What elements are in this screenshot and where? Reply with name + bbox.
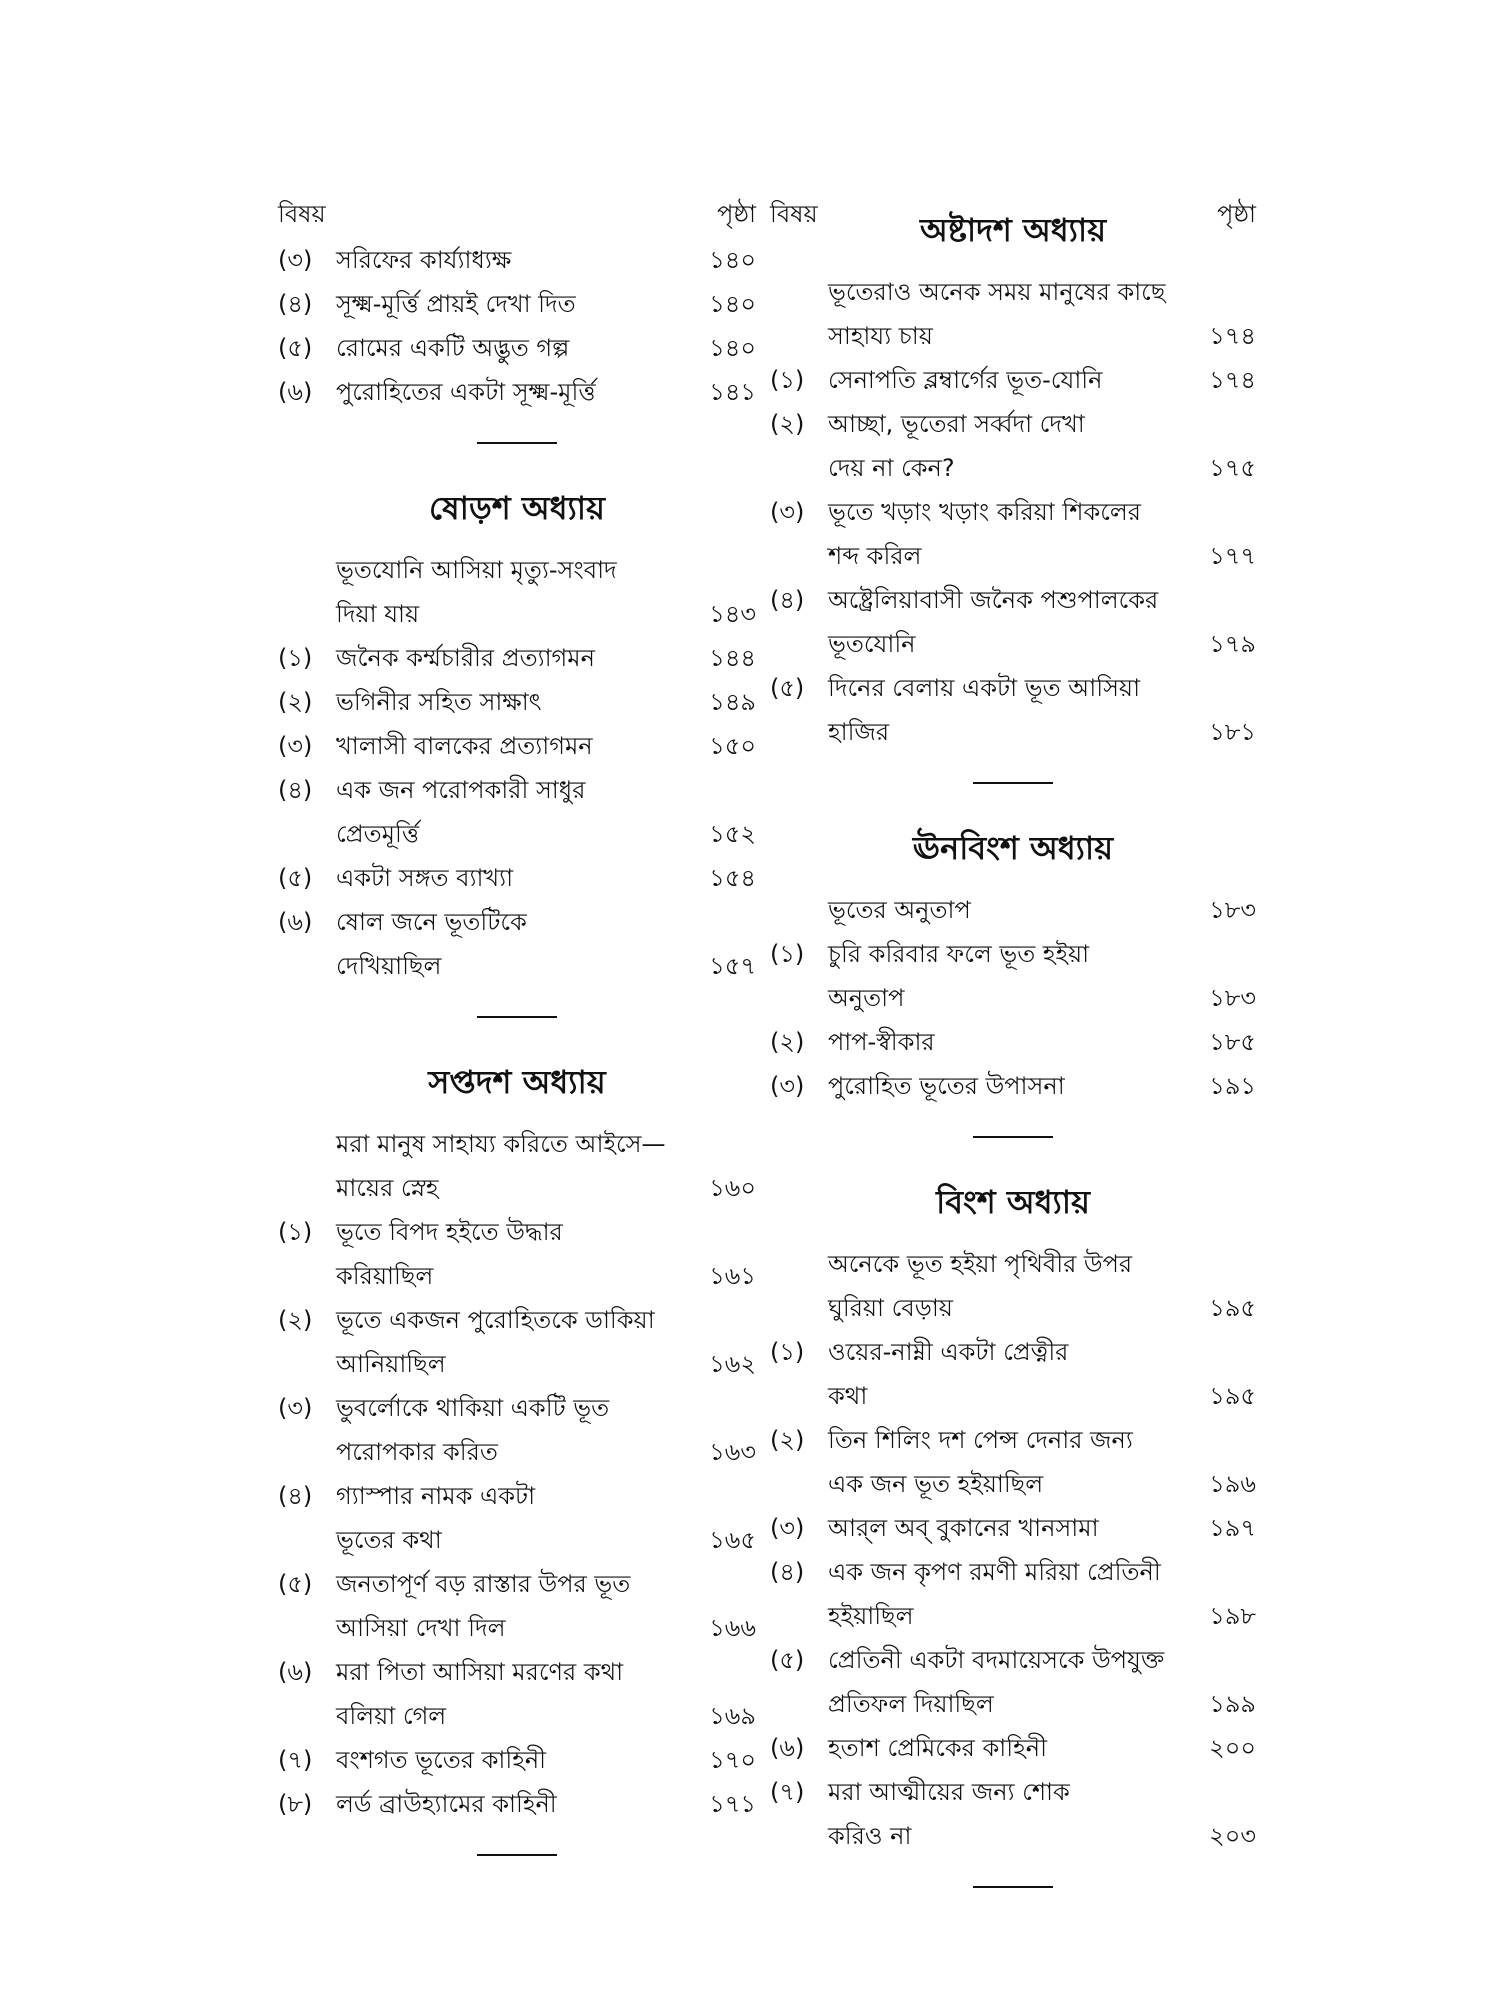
entry-page: ১৪১ xyxy=(709,378,756,406)
chapter-intro xyxy=(278,1122,756,1166)
entry-page: ১৬১ xyxy=(709,1262,756,1290)
entry-page: ১৯৯ xyxy=(1209,1690,1256,1718)
toc-entry xyxy=(770,1506,1256,1550)
toc-entry xyxy=(278,856,756,900)
intro-text-cont: ঘুরিয়া বেড়ায় xyxy=(828,1294,953,1322)
toc-entry xyxy=(770,1330,1256,1374)
entry-title: ওয়ের-নাম্নী একটা প্রেত্নীর xyxy=(828,1338,1069,1366)
entry-title: সেনাপতি ব্লম্বার্গের ভূত-যোনি xyxy=(828,366,1103,394)
entry-title: এক জন পরোপকারী সাধুর xyxy=(336,776,586,804)
toc-entry xyxy=(278,1474,756,1518)
entry-page: ১৭০ xyxy=(709,1746,756,1774)
toc-entry-continuation xyxy=(278,1430,756,1474)
entry-title: মরা আত্মীয়ের জন্য শোক xyxy=(828,1778,1070,1806)
entry-number: (২) xyxy=(770,1028,805,1056)
entry-number: (৩) xyxy=(770,1072,805,1100)
entry-title: সূক্ষ্ম-মূর্ত্তি প্রায়ই দেখা দিত xyxy=(336,290,576,318)
page-header: পৃষ্ঠা xyxy=(1217,200,1256,228)
entry-number: (৩) xyxy=(770,498,805,526)
entry-title-cont: কথা xyxy=(828,1382,868,1410)
entry-title-cont: শব্দ করিল xyxy=(828,542,922,570)
chapter-title: বিংশ অধ্যায় xyxy=(936,1183,1090,1221)
toc-entry-continuation xyxy=(278,1518,756,1562)
chapter-intro xyxy=(278,548,756,592)
left-column xyxy=(278,190,756,1880)
toc-entry xyxy=(770,1418,1256,1462)
entry-number: (১) xyxy=(278,644,313,672)
toc-entry xyxy=(770,1064,1256,1108)
entry-page: ১৫৭ xyxy=(709,952,756,980)
toc-entry-continuation xyxy=(770,1682,1256,1726)
entry-number: (৬) xyxy=(278,1658,313,1686)
entry-title-cont: প্রতিফল দিয়াছিল xyxy=(828,1690,994,1718)
entry-title: লর্ড ব্রাউহ্যামের কাহিনী xyxy=(336,1790,557,1818)
entry-title: মরা পিতা আসিয়া মরণের কথা xyxy=(336,1658,624,1686)
chapter-intro-cont xyxy=(278,1166,756,1210)
entry-page: ১৯৫ xyxy=(1209,1382,1256,1410)
toc-entry-continuation xyxy=(278,1694,756,1738)
entry-number: (৭) xyxy=(770,1778,805,1806)
toc-entry xyxy=(770,402,1256,446)
entry-number: (৫) xyxy=(770,1646,805,1674)
toc-entry-continuation xyxy=(770,1374,1256,1418)
section-divider xyxy=(973,1136,1053,1138)
toc-entry-continuation xyxy=(770,1594,1256,1638)
intro-text: অনেকে ভূত হইয়া পৃথিবীর উপর xyxy=(828,1250,1133,1278)
toc-entry-continuation xyxy=(278,1606,756,1650)
entry-title-cont: ভূতের কথা xyxy=(336,1526,442,1554)
toc-entry xyxy=(770,1638,1256,1682)
entry-title: ভূতে একজন পুরোহিতকে ডাকিয়া xyxy=(336,1306,655,1334)
chapter-intro xyxy=(770,270,1256,314)
chapter-title: ঊনবিংশ অধ্যায় xyxy=(912,829,1114,867)
entry-number: (৪) xyxy=(278,290,313,318)
intro-text-cont: মায়ের স্নেহ xyxy=(336,1174,439,1202)
entry-number: (৩) xyxy=(278,246,313,274)
entry-title: একটা সঙ্গত ব্যাখ্যা xyxy=(336,864,514,892)
entry-title: প্রেতিনী একটা বদমায়েসকে উপযুক্ত xyxy=(828,1646,1165,1674)
entry-page: ১৬৯ xyxy=(709,1702,756,1730)
section-divider xyxy=(477,1016,557,1018)
toc-entry xyxy=(770,1550,1256,1594)
entry-number: (৪) xyxy=(278,776,313,804)
toc-entry xyxy=(278,680,756,724)
right-column xyxy=(770,190,1256,1912)
entry-page: ১৫০ xyxy=(709,732,756,760)
entry-number: (৩) xyxy=(278,1394,313,1422)
entry-page: ১৭৭ xyxy=(1209,542,1256,570)
toc-entry xyxy=(770,932,1256,976)
toc-entry xyxy=(278,370,756,414)
section-divider xyxy=(477,442,557,444)
entry-number: (৩) xyxy=(278,732,313,760)
entry-number: (১) xyxy=(770,940,805,968)
entry-page: ১৭৯ xyxy=(1209,630,1256,658)
entry-number: (৭) xyxy=(278,1746,313,1774)
entry-number: (৪) xyxy=(770,586,805,614)
chapter-title: অষ্টাদশ অধ্যায় xyxy=(919,211,1107,249)
entry-title: আর্‌ল অব্‌ বুকানের খানসামা xyxy=(828,1514,1099,1542)
entry-title: খালাসী বালকের প্রত্যাগমন xyxy=(336,732,593,760)
toc-entry xyxy=(278,1738,756,1782)
entry-number: (৫) xyxy=(278,1570,313,1598)
entry-number: (৬) xyxy=(278,378,313,406)
entry-title: অষ্ট্রেলিয়াবাসী জনৈক পশুপালকের xyxy=(828,586,1159,614)
toc-entry-continuation xyxy=(278,812,756,856)
entry-number: (৮) xyxy=(278,1790,313,1818)
entry-title: বংশগত ভূতের কাহিনী xyxy=(336,1746,547,1774)
toc-entry xyxy=(770,1770,1256,1814)
entry-title: এক জন কৃপণ রমণী মরিয়া প্রেতিনী xyxy=(828,1558,1161,1586)
chapter-intro xyxy=(770,1242,1256,1286)
toc-entry-continuation xyxy=(278,1254,756,1298)
toc-entry xyxy=(278,1210,756,1254)
chapter-title: ষোড়শ অধ্যায় xyxy=(429,489,605,527)
entry-page: ১৮৫ xyxy=(1209,1028,1256,1056)
entry-number: (৬) xyxy=(770,1734,805,1762)
toc-entry-continuation xyxy=(770,710,1256,754)
entry-title-cont: পরোপকার করিত xyxy=(336,1438,498,1466)
entry-number: (৫) xyxy=(278,334,313,362)
entry-title-cont: হইয়াছিল xyxy=(828,1602,914,1630)
entry-title: আচ্ছা, ভূতেরা সর্ব্বদা দেখা xyxy=(828,410,1085,438)
entry-title: ভগিনীর সহিত সাক্ষাৎ xyxy=(336,688,542,716)
toc-entry xyxy=(770,1020,1256,1064)
entry-page: ১৪৪ xyxy=(709,644,756,672)
section-divider xyxy=(973,1886,1053,1888)
entry-title: ভূতে খড়াং খড়াং করিয়া শিকলের xyxy=(828,498,1141,526)
entry-title-cont: আসিয়া দেখা দিল xyxy=(336,1614,506,1642)
chapter-intro-cont xyxy=(770,314,1256,358)
subject-header: বিষয় xyxy=(278,200,326,228)
intro-text-cont: সাহায্য চায় xyxy=(828,322,933,350)
intro-page: ১৯৫ xyxy=(1209,1294,1256,1322)
toc-entry xyxy=(278,1298,756,1342)
entry-title: জনৈক কর্ম্মচারীর প্রত্যাগমন xyxy=(336,644,595,672)
toc-entry-continuation xyxy=(278,944,756,988)
entry-page: ১৮১ xyxy=(1209,718,1256,746)
toc-entry xyxy=(278,900,756,944)
entry-title-cont: অনুতাপ xyxy=(828,984,905,1012)
entry-page: ১৬৩ xyxy=(709,1438,756,1466)
entry-page: ১৪০ xyxy=(709,246,756,274)
entry-number: (২) xyxy=(278,1306,313,1334)
toc-entry xyxy=(278,326,756,370)
entry-title: চুরি করিবার ফলে ভূত হইয়া xyxy=(828,940,1090,968)
toc-entry-continuation xyxy=(770,534,1256,578)
toc-entry-continuation xyxy=(770,622,1256,666)
entry-number: (৩) xyxy=(770,1514,805,1542)
entry-number: (৫) xyxy=(770,674,805,702)
entry-number: (৫) xyxy=(278,864,313,892)
entry-title: পাপ-স্বীকার xyxy=(828,1028,935,1056)
entry-number: (১) xyxy=(770,366,805,394)
entry-number: (২) xyxy=(770,1426,805,1454)
toc-entry-continuation xyxy=(770,1462,1256,1506)
toc-entry xyxy=(278,1562,756,1606)
intro-page: ১৭৪ xyxy=(1209,322,1256,350)
entry-number: (২) xyxy=(770,410,805,438)
entry-title-cont: করিয়াছিল xyxy=(336,1262,434,1290)
entry-title: পুরোহিত ভূতের উপাসনা xyxy=(828,1072,1065,1100)
intro-page: ১৪৩ xyxy=(709,600,756,628)
entry-page: ১৫৪ xyxy=(709,864,756,892)
toc-entry xyxy=(770,578,1256,622)
entry-title: দিনের বেলায় একটা ভূত আসিয়া xyxy=(828,674,1141,702)
subject-header: বিষয় xyxy=(770,200,818,228)
intro-text: ভূতযোনি আসিয়া মৃত্যু-সংবাদ xyxy=(336,556,617,584)
entry-title-cont: প্রেতমূর্ত্তি xyxy=(336,820,420,848)
intro-text: ভূতেরাও অনেক সময় মানুষের কাছে xyxy=(828,278,1166,306)
entry-page: ১৭৫ xyxy=(1209,454,1256,482)
entry-title-cont: এক জন ভূত হইয়াছিল xyxy=(828,1470,1044,1498)
entry-page: ১৯৭ xyxy=(1209,1514,1256,1542)
entry-page: ১৪০ xyxy=(709,334,756,362)
entry-page: ১৭১ xyxy=(709,1790,756,1818)
entry-number: (২) xyxy=(278,688,313,716)
entry-title: রোমের একটি অদ্ভুত গল্প xyxy=(336,334,570,362)
entry-page: ২০০ xyxy=(1209,1734,1256,1762)
toc-entry xyxy=(278,1386,756,1430)
entry-page: ১৫২ xyxy=(709,820,756,848)
entry-page: ১৯৬ xyxy=(1209,1470,1256,1498)
entry-title: পুরোহিতের একটা সূক্ষ্ম-মূর্ত্তি xyxy=(336,378,596,406)
entry-title: তিন শিলিং দশ পেন্স দেনার জন্য xyxy=(828,1426,1133,1454)
page-header: পৃষ্ঠা xyxy=(717,200,756,228)
toc-entry xyxy=(770,490,1256,534)
entry-page: ১৯৮ xyxy=(1209,1602,1256,1630)
entry-title-cont: বলিয়া গেল xyxy=(336,1702,447,1730)
column-header xyxy=(278,190,756,238)
chapter-intro-cont xyxy=(770,1286,1256,1330)
toc-entry xyxy=(770,666,1256,710)
entry-page: ১৬৬ xyxy=(709,1614,756,1642)
entry-number: (৪) xyxy=(278,1482,313,1510)
toc-entry xyxy=(278,282,756,326)
chapter-intro-cont xyxy=(278,592,756,636)
entry-title-cont: ভূতযোনি xyxy=(828,630,916,658)
entry-number: (১) xyxy=(278,1218,313,1246)
entry-number: (৪) xyxy=(770,1558,805,1586)
entry-title: ভূতে বিপদ হইতে উদ্ধার xyxy=(336,1218,563,1246)
entry-title: ষোল জনে ভূতটিকে xyxy=(336,908,527,936)
toc-entry xyxy=(278,724,756,768)
entry-number: (১) xyxy=(770,1338,805,1366)
section-divider xyxy=(973,782,1053,784)
entry-page: ১৬৫ xyxy=(709,1526,756,1554)
entry-title-cont: দেয় না কেন? xyxy=(828,454,955,482)
entry-title: হতাশ প্রেমিকের কাহিনী xyxy=(828,1734,1047,1762)
entry-title-cont: আনিয়াছিল xyxy=(336,1350,446,1378)
entry-title: জনতাপূর্ণ বড় রাস্তার উপর ভূত xyxy=(336,1570,631,1598)
toc-entry xyxy=(770,358,1256,402)
toc-entry xyxy=(770,1726,1256,1770)
toc-entry xyxy=(278,238,756,282)
toc-entry xyxy=(278,1650,756,1694)
intro-page: ১৮৩ xyxy=(1209,896,1256,924)
entry-number: (৬) xyxy=(278,908,313,936)
section-divider xyxy=(477,1854,557,1856)
toc-entry xyxy=(278,1782,756,1826)
entry-title: সরিফের কার্য্যাধ্যক্ষ xyxy=(336,246,512,274)
entry-page: ১৮৩ xyxy=(1209,984,1256,1012)
entry-title-cont: করিও না xyxy=(828,1822,912,1850)
toc-entry-continuation xyxy=(770,446,1256,490)
chapter-title: সপ্তদশ অধ্যায় xyxy=(428,1063,606,1101)
entry-title-cont: দেখিয়াছিল xyxy=(336,952,442,980)
intro-text: ভূতের অনুতাপ xyxy=(828,896,971,924)
entry-page: ১৪০ xyxy=(709,290,756,318)
entry-page: ১৯১ xyxy=(1209,1072,1256,1100)
chapter-intro xyxy=(770,888,1256,932)
intro-text: মরা মানুষ সাহায্য করিতে আইসে— xyxy=(336,1130,666,1158)
entry-page: ১৭৪ xyxy=(1209,366,1256,394)
toc-entry xyxy=(278,768,756,812)
entry-title: গ্যাস্পার নামক একটা xyxy=(336,1482,536,1510)
intro-text-cont: দিয়া যায় xyxy=(336,600,420,628)
entry-title-cont: হাজির xyxy=(828,718,890,746)
entry-page: ২০৩ xyxy=(1209,1822,1256,1850)
toc-entry xyxy=(278,636,756,680)
toc-entry-continuation xyxy=(770,1814,1256,1858)
entry-page: ১৬২ xyxy=(709,1350,756,1378)
toc-entry-continuation xyxy=(770,976,1256,1020)
intro-page: ১৬০ xyxy=(709,1174,756,1202)
toc-entry-continuation xyxy=(278,1342,756,1386)
entry-page: ১৪৯ xyxy=(709,688,756,716)
entry-title: ভুবর্লোকে থাকিয়া একটি ভূত xyxy=(336,1394,610,1422)
